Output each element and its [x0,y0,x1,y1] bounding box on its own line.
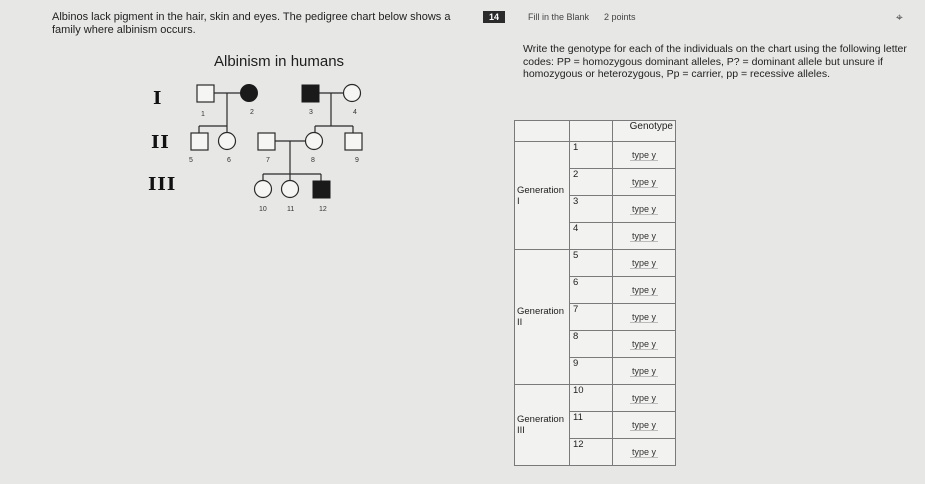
answer-input-7[interactable]: type y [613,304,676,331]
question-intro: Albinos lack pigment in the hair, skin and eyes. The pedigree chart below shows a family where albinism occurs. [52,11,451,36]
answer-input-6[interactable]: type y [613,277,676,304]
individual-label-9: 9 [355,157,359,164]
individual-label-8: 8 [311,157,315,164]
row-number: 12 [570,439,613,466]
answer-input-3[interactable]: type y [613,196,676,223]
answer-input-2[interactable]: type y [613,169,676,196]
question-type: Fill in the Blank [528,12,590,22]
answer-input-9[interactable]: type y [613,358,676,385]
answer-input-12[interactable]: type y [613,439,676,466]
generation-cell-1: Generation I [515,142,570,250]
table-header-blank-2 [570,121,613,142]
generation-cell-2: Generation II [515,250,570,385]
answer-input-4[interactable]: type y [613,223,676,250]
pedigree-chart [175,78,385,228]
answer-input-1[interactable]: type y [613,142,676,169]
row-number: 7 [570,304,613,331]
individual-8 [306,133,323,150]
row-number: 9 [570,358,613,385]
individual-label-6: 6 [227,157,231,164]
individual-label-12: 12 [319,206,327,213]
row-number: 2 [570,169,613,196]
individual-label-10: 10 [259,206,267,213]
row-number: 8 [570,331,613,358]
individual-7 [258,133,275,150]
individual-12 [313,181,330,198]
individual-label-2: 2 [250,109,254,116]
individual-label-4: 4 [353,109,357,116]
individual-label-1: 1 [201,111,205,118]
individual-2 [241,85,258,102]
question-number-badge: 14 [483,11,505,23]
generation-label-3: III [148,174,177,195]
answer-input-10[interactable]: type y [613,385,676,412]
individual-3 [302,85,319,102]
individual-10 [255,181,272,198]
pedigree-title: Albinism in humans [214,53,345,70]
individual-5 [191,133,208,150]
row-number: 10 [570,385,613,412]
row-number: 4 [570,223,613,250]
individual-label-11: 11 [287,206,295,213]
generation-cell-3: Generation III [515,385,570,466]
individual-label-5: 5 [189,157,193,164]
answer-input-8[interactable]: type y [613,331,676,358]
row-number: 3 [570,196,613,223]
row-number: 1 [570,142,613,169]
row-number: 5 [570,250,613,277]
individual-4 [344,85,361,102]
generation-label-2: II [151,132,170,153]
individual-11 [282,181,299,198]
pin-icon[interactable]: ⌖ [896,10,903,24]
row-number: 11 [570,412,613,439]
individual-label-3: 3 [309,109,313,116]
individual-label-7: 7 [266,157,270,164]
row-number: 6 [570,277,613,304]
question-instructions: Write the genotype for each of the individuals on the chart using the following letter codes: PP = homozygous dominant alleles, P? = dominant allele but unsure if homozygous or heterozygous, Pp = carrier, pp = recessive alleles. [523,43,907,80]
table-header-genotype: Genotype [613,121,676,142]
individual-1 [197,85,214,102]
table-header-blank [515,121,570,142]
individual-6 [219,133,236,150]
answer-input-5[interactable]: type y [613,250,676,277]
individual-9 [345,133,362,150]
question-points: 2 points [604,12,636,22]
genotype-table [514,120,676,466]
generation-label-1: I [153,88,163,109]
answer-input-11[interactable]: type y [613,412,676,439]
